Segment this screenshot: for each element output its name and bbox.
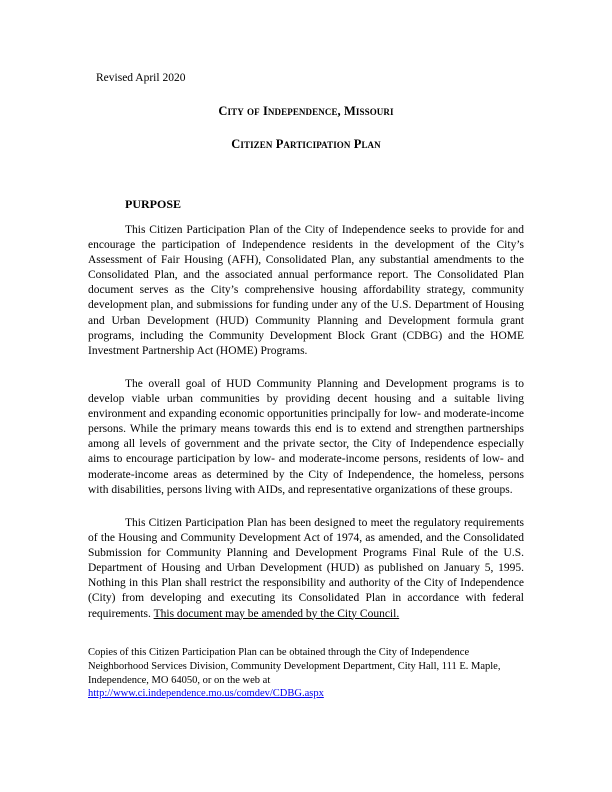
footer-note: [88, 646, 524, 701]
revised-date: Revised April 2020: [96, 72, 186, 84]
document-title: City of Independence, Missouri: [218, 104, 394, 118]
document-subtitle: Citizen Participation Plan: [231, 137, 381, 151]
paragraph-3: [88, 516, 524, 622]
paragraph-1: This Citizen Participation Plan of the City of Independence seeks to provide for and encourage the participation of Independence residents in the development of the City’s Assessment of Fair Housing (AFH), Consolidated Plan, any substantial amendments to the Consolidated Plan, and the associated annual performance report. The Consolidated Plan document serves as the City’s comprehensive housing affordability strategy, community development plan, and submissions for funding under any of the U.S. Department of Housing and Urban Development (HUD) Community Planning and Development formula grant programs, including the Community Development Block Grant (CDBG) and the HOME Investment Partnership Act (HOME) Programs.: [88, 224, 524, 357]
paragraph-2: The overall goal of HUD Community Planning and Development programs is to develop viable urban communities by providing decent housing and a suitable living environment and expanding economic opportunities principally for low- and moderate-income persons. While the primary means towards this end is to extend and strengthen partnerships among all levels of government and the private sector, the City of Independence especially aims to encourage participation by low- and moderate-income persons, residents of low- and moderate-income areas as determined by the City of Independence, the homeless, persons with disabilities, persons living with AIDs, and representative organizations of these groups.: [88, 378, 524, 496]
footer-text: Copies of this Citizen Participation Plan can be obtained through the City of Independence Neighborhood Services Division, Community Development Department, City Hall, 111 E. Maple, Independence, MO 64050, or on the web at: [88, 647, 501, 686]
paragraph-3-text: This Citizen Participation Plan has been designed to meet the regulatory requirements of the Housing and Community Development Act of 1974, as amended, and the Consolidated Submission for Community Planning and Development Programs Final Rule of the U.S. Department of Housing and Urban Development (HUD) as published on January 5, 1995. Nothing in this Plan shall restrict the responsibility and authority of the City of Independence (City) from developing and executing its Consolidated Plan in accordance with federal requirements.: [88, 517, 524, 620]
section-heading: PURPOSE: [125, 197, 182, 211]
amendment-note: This document may be amended by the City Council.: [153, 607, 400, 620]
cdbg-web-link[interactable]: http://www.ci.independence.mo.us/comdev/CDBG.aspx: [88, 688, 324, 700]
